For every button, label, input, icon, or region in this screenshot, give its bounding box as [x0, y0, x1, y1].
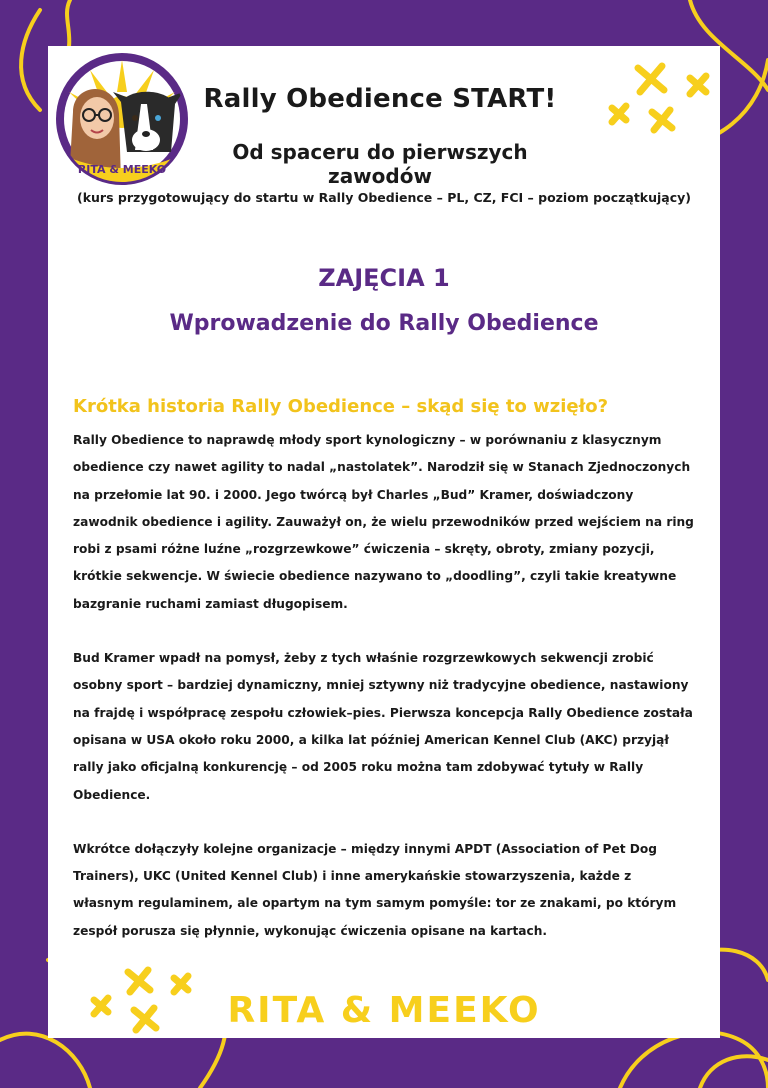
- paragraph: Wkrótce dołączyły kolejne organizacje – między innymi APDT (Association of Pet Dog Trainers), UKC (United Kennel Club) i inne amerykańskie stowarzyszenia, każde z własnym regulaminem, ale opartym na tym samym pomyśle: tor ze znakami, po którym zespół porusza się płynnie, wykonując ćwiczenia opisane na kartach.: [73, 841, 677, 938]
- section-heading: Krótka historia Rally Obedience – skąd się to wzięło?: [73, 396, 609, 417]
- body-text: [73, 427, 695, 972]
- page-title: Rally Obedience START!: [203, 84, 557, 114]
- star-icon: [652, 110, 672, 130]
- star-icon: [638, 66, 664, 92]
- footer-brand: RITA & MEEKO: [227, 990, 541, 1031]
- logo-text: RITA & MEEKO: [77, 163, 167, 176]
- paragraph: Rally Obedience to naprawdę młody sport kynologiczny – w porównaniu z klasycznym obedience czy nawet agility to nadal „nastolatek”. Narodził się w Stanach Zjednoczonych na przełomie lat 90. i 2000. Jego twórcą był Charles „Bud” Kramer, doświadczony zawodnik obedience i agility. Zauważył on, że wielu przewodników przed wejściem na ring robi z psami różne luźne „rozgrzewkowe” ćwiczenia – skręty, obroty, zmiany pozycji, krótkie sekwencje. W świecie obedience nazywano to „doodling”, czyli takie kreatywne bazgranie ruchami zamiast długopisem.: [73, 433, 694, 611]
- paragraph: Bud Kramer wpadł na pomysł, żeby z tych właśnie rozgrzewkowych sekwencji zrobić osobny sport – bardziej dynamiczny, mniej sztywny niż tradycyjne obedience, nastawiony na frajdę i współpracę zespołu człowiek–pies. Pierwsza koncepcja Rally Obedience została opisana w USA około roku 2000, a kilka lat później American Kennel Club (AKC) przyjął rally jako oficjalną konkurencję – od 2005 roku można tam zdobywać tytuły w Rally Obedience.: [73, 651, 693, 802]
- star-icon: [128, 970, 150, 992]
- lesson-title: Wprowadzenie do Rally Obedience: [169, 311, 599, 336]
- lesson-number: ZAJĘCIA 1: [318, 264, 450, 292]
- star-icon: [612, 106, 626, 122]
- star-icon: [690, 76, 706, 94]
- rita-meeko-logo: [55, 52, 189, 186]
- course-note: (kurs przygotowujący do startu w Rally Obedience – PL, CZ, FCI – poziom początkujący): [76, 190, 692, 205]
- page-subtitle: Od spaceru do pierwszych zawodów: [232, 140, 528, 188]
